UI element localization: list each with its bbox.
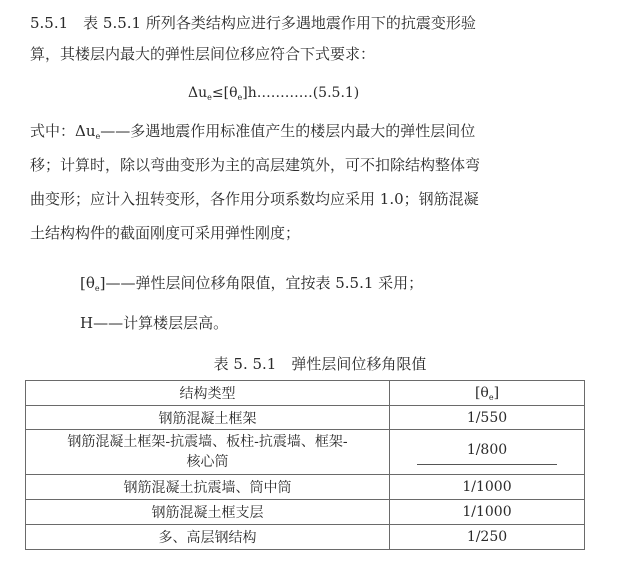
row-limit [390,430,585,475]
table-row [26,500,585,525]
header-limit-subscript: e [488,392,494,402]
formula-leq-theta: ≤[θ [211,85,238,101]
definition-delta-ue-line-2: 移；计算时，除以弯曲变形为主的高层建筑外，可不扣除结构整体弯 [30,156,481,174]
paragraph-5-5-1-line-1: 5.5.1 表 5.5.1 所列各类结构应进行多遇地震作用下的抗震变形验 [30,14,476,32]
formula-5-5-1 [188,83,359,108]
header-limit [390,381,585,406]
row-structure-type: 钢筋混凝土框支层 [26,500,390,525]
formula-subscript-e: e [207,93,212,102]
row-type-line-2: 核心筒 [186,454,229,470]
row-structure-type [26,430,390,475]
paragraph-5-5-1-line-2: 算，其楼层内最大的弹性层间位移应符合下式要求： [30,45,376,63]
row-structure-type: 多、高层钢结构 [26,525,390,550]
definition-delta-ue-prefix: 式中：Δu [30,122,96,140]
table-caption: 表 5. 5.1 弹性层间位移角限值 [213,355,427,373]
formula-subscript-e-2: e [237,93,243,102]
row-limit: 1/1000 [390,475,585,500]
table-row [26,406,585,430]
table-row [26,430,585,475]
displacement-limit-table [25,380,585,550]
definition-subscript-e: e [95,132,101,141]
row-structure-type: 钢筋混凝土抗震墙、筒中筒 [26,475,390,500]
definition-delta-ue-text: ——多遇地震作用标准值产生的楼层内最大的弹性层间位 [100,122,476,140]
table-row [26,525,585,550]
row-structure-type: 钢筋混凝土框架 [26,406,390,430]
formula-rest: ]h…………(5.5.1) [242,85,360,101]
header-limit-suffix: ] [493,384,500,401]
table-header-row [26,381,585,406]
definition-theta-subscript-e: e [94,284,100,293]
definition-delta-ue-line-1 [30,121,475,147]
row-limit: 1/250 [390,525,585,550]
definition-delta-ue-line-4: 土结构构件的截面刚度可采用弹性刚度； [30,224,301,242]
header-structure-type: 结构类型 [26,381,390,406]
row-limit: 1/1000 [390,500,585,525]
row-limit: 1/550 [390,406,585,430]
row-type-line-1: 钢筋混凝土框架-抗震墙、板柱-抗震墙、框架- [67,434,348,450]
definition-theta-e [80,273,423,299]
definition-theta-prefix: [θ [80,274,95,292]
row-limit-value: 1/800 [417,440,557,465]
formula-delta-u: Δu [188,85,208,101]
definition-theta-text: ]——弹性层间位移角限值，宜按表 5.5.1 采用； [99,274,424,292]
definition-h: H——计算楼层层高。 [80,314,229,332]
table-row [26,475,585,500]
definition-delta-ue-line-3: 曲变形；应计入扭转变形，各作用分项系数均应采用 1.0；钢筋混凝 [30,190,479,208]
header-limit-prefix: [θ [474,384,489,401]
